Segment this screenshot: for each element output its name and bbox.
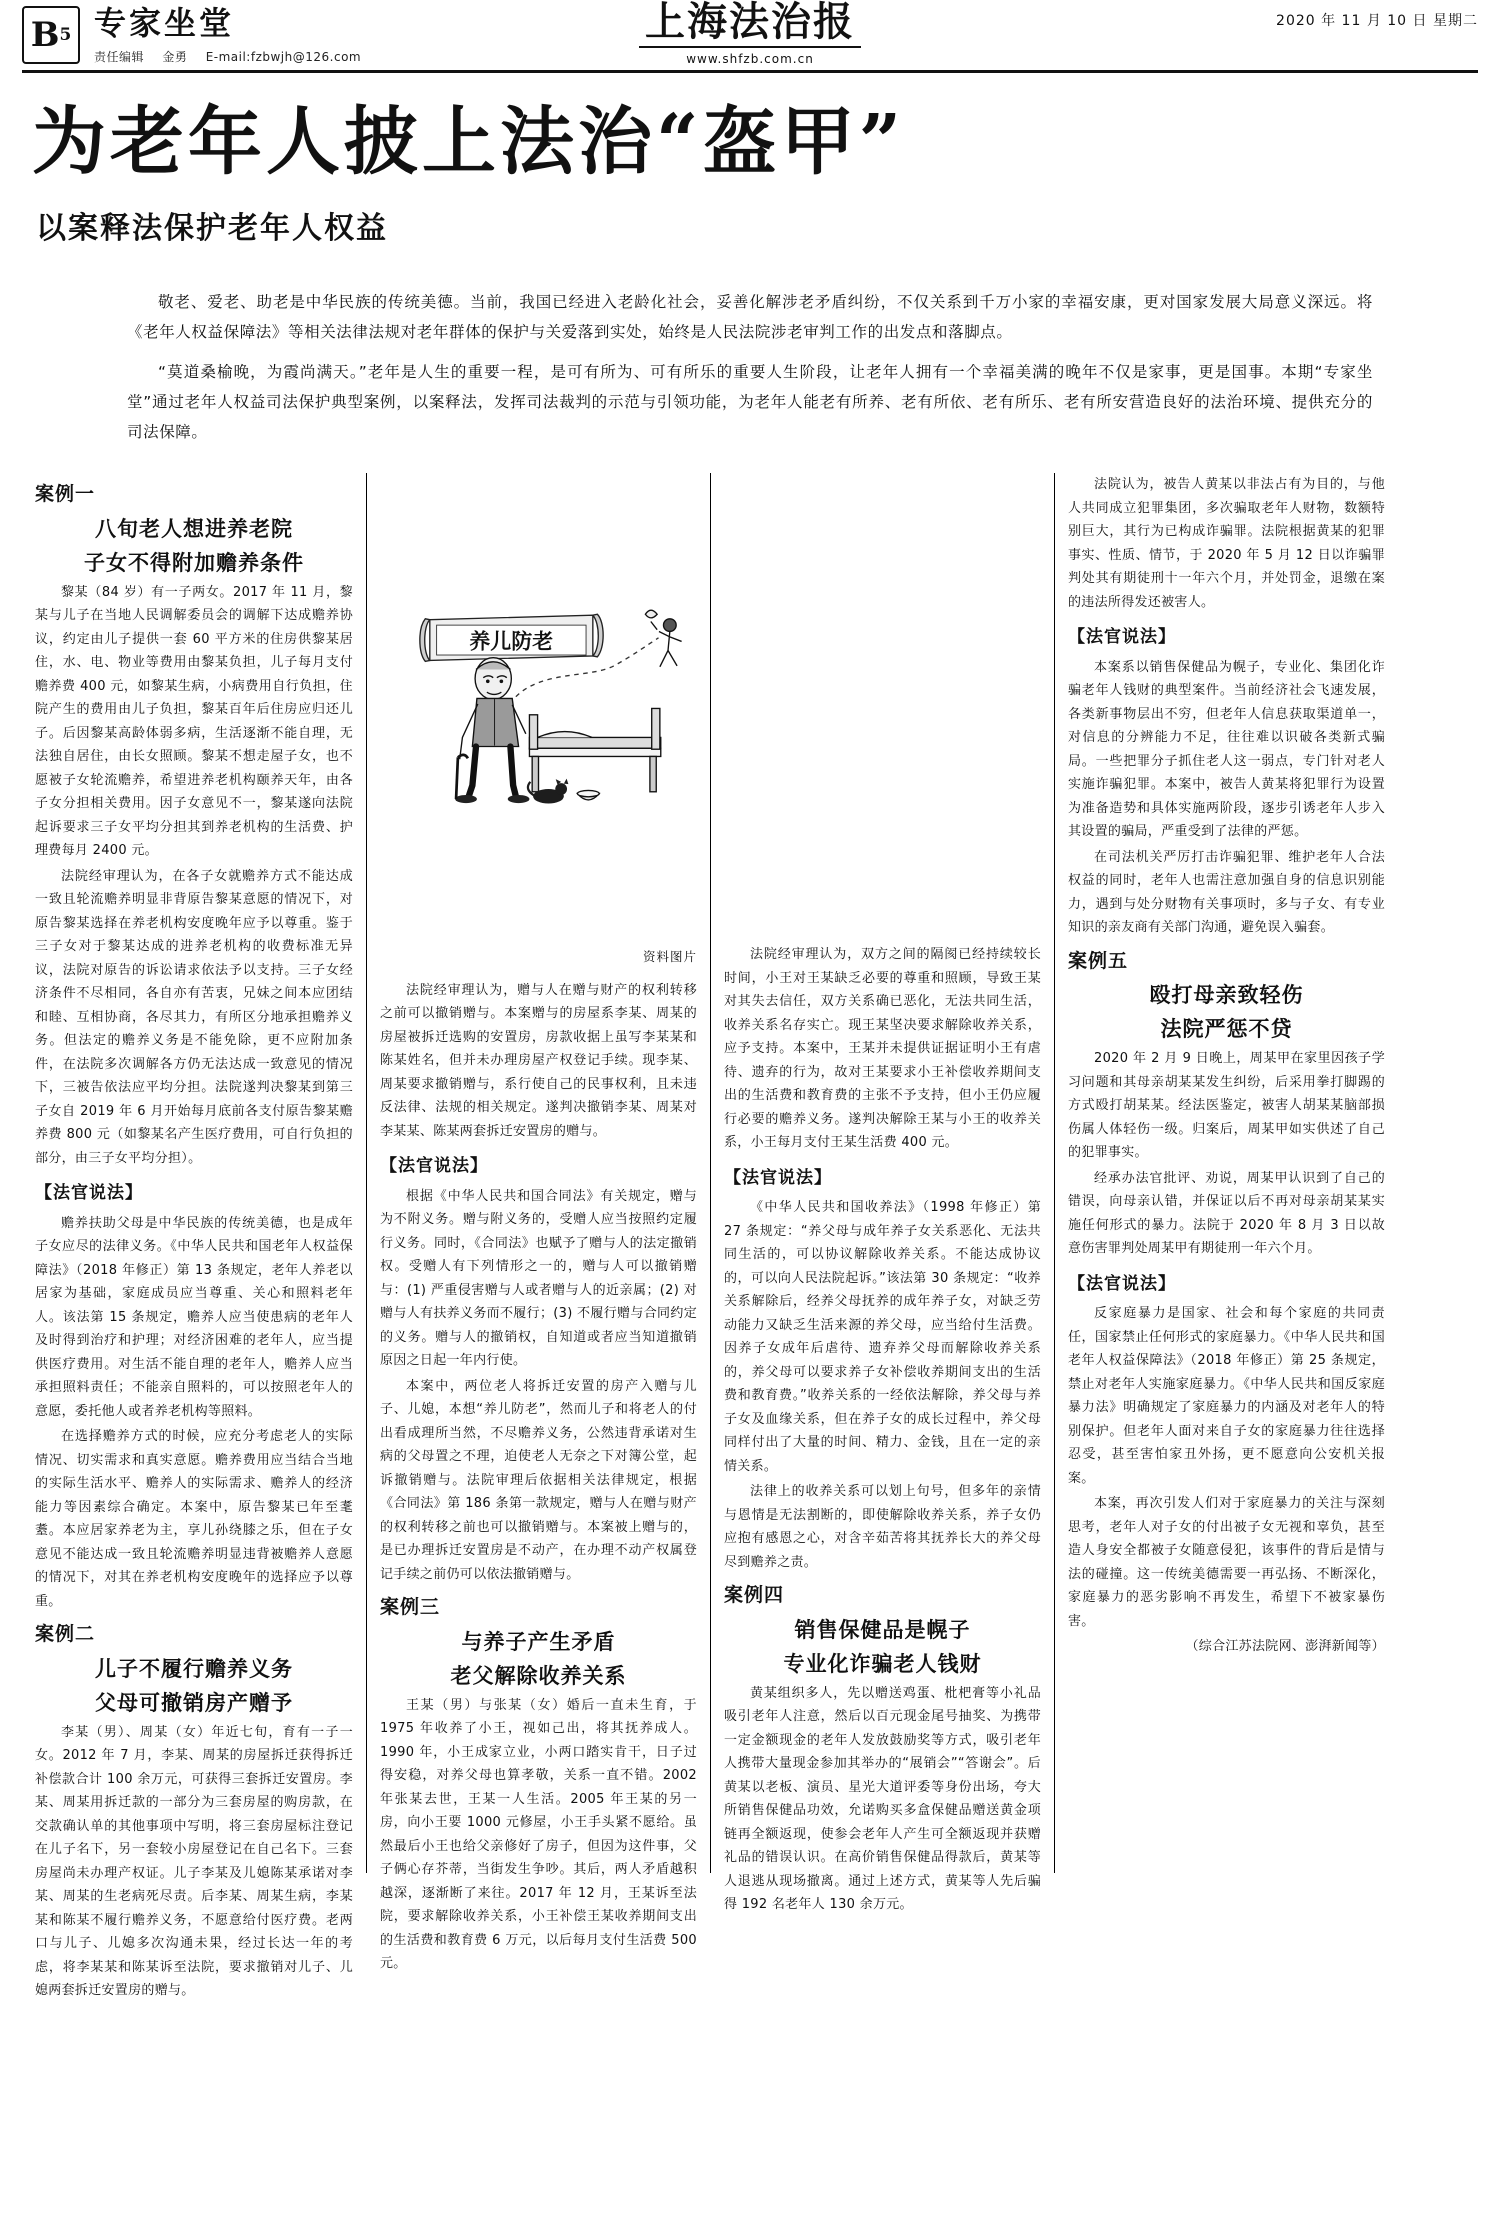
lead-paragraphs xyxy=(127,287,1373,447)
masthead xyxy=(22,0,1478,73)
banner-text: 养儿防老 xyxy=(469,628,554,654)
judge-comment-title: 【法官说法】 xyxy=(1068,627,1176,647)
judge-comment-title: 【法官说法】 xyxy=(724,1167,832,1188)
case-title: 八旬老人想进养老院 xyxy=(95,515,293,541)
page-subtitle: 以案释法保护老年人权益 xyxy=(36,211,388,246)
illustration-caption: 资料图片 xyxy=(642,949,697,964)
case-paragraph: 黎某（84 岁）有一子两女。2017 年 11 月，黎某与儿子在当地人民调解委员会的调解下达成赡养协议，约定由儿子提供一套 60 平方米的住房供黎某居住，水、电、物业等费用由黎某负担，儿子每月支付赡养费 400 元，如黎某生病，小病费用自行负担，住院产生的费用由儿子负担，黎某百年后住房应归还儿子。后因黎某高龄体弱多病，生活逐渐不能自理，无法独自居住，由长女照顾。黎某不想走屋子女，也不愿被子女轮流赡养，希望进养老机构颐养天年，由各子女分担相关费用。因子女意见不一，黎某遂向法院起诉要求三子女平均分担其到养老机构的生活费、护理费每月 2400 元。 xyxy=(35,584,353,858)
case-paragraph: 法院认为，被告人黄某以非法占有为目的，与他人共同成立犯罪集团，多次骗取老年人财物，数额特别巨大，其行为已构成诈骗罪。法院根据黄某的犯罪事实、性质、情节，于 2020 年 5 月 12 日以诈骗罪判处其有期徒刑十一年六个月，并处罚金，退缴在案的违法所得发还被害人。 xyxy=(1068,477,1385,610)
lead-paragraph: “莫道桑榆晚，为霞尚满天。”老年是人生的重要一程，是可有所为、可有所乐的重要人生阶段，让老年人拥有一个幸福美满的晚年不仅是家事，更是国事。本期“专家坐堂”通过老年人权益司法保护典型案例，以案释法，发挥司法裁判的示范与引领功能，为老年人能老有所养、老有所依、老有所乐、老有所安营造良好的法治环境、提供充分的司法保障。 xyxy=(127,363,1373,441)
footer-credit: （综合江苏法院网、澎湃新闻等） xyxy=(1185,1639,1385,1654)
case-title: 殴打母亲致轻伤 xyxy=(1149,982,1304,1007)
column-3 xyxy=(710,473,1054,1912)
judge-comment-paragraph: 在司法机关严厉打击诈骗犯罪、维护老年人合法权益的同时，老年人也需注意加强自身的信息识别能力，遇到与处分财物有关事项时，多与子女、有专业知识的亲友商有关部门沟通，避免误入骗套。 xyxy=(1068,849,1385,935)
case-paragraph: 黄某组织多人，先以赠送鸡蛋、枇杷膏等小礼品吸引老年人注意，然后以百元现金尾号抽奖、为携带一定金额现金的老年人发放鼓励奖等方式，吸引老年人携带大量现金参加其举办的“展销会”“答谢会”。后黄某以老板、演员、星光大道评委等身份出场，夸大所销售保健品功效，允诺购买多盒保健品赠送黄金项链再全额返现，使参会老年人产生可全额返现并获赠礼品的错误认识。在高价销售保健品得款后，黄某等人退逃从现场撤离。通过上述方式，黄某等人先后骗得 192 名老年人 130 余万元。 xyxy=(724,1685,1041,1912)
judge-comment-title: 【法官说法】 xyxy=(380,1156,488,1176)
case-paragraph: 李某（男）、周某（女）年近七旬，育有一子一女。2012 年 7 月，李某、周某的房屋拆迁获得拆迁补偿款合计 100 余万元，可获得三套拆迁安置房。李某、周某用拆迁款的一部分为三套房屋的购房款，在交款确认单的其他事项中写明，将三套房屋标注登记在儿子名下，另一套较小房屋登记在自己名下。三套房屋尚未办理产权证。儿子李某及儿媳陈某承诺对李某、周某的生老病死尽责。后李某、周某生病，李某某和陈某不履行赡养义务，不愿意给付医疗费。老两口与儿子、儿媳多次沟通未果，经过长达一年的考虑，将李某某和陈某诉至法院，要求撤销对儿子、儿媳两套拆迁安置房的赠与。 xyxy=(35,1724,353,1998)
paper-nameplate xyxy=(639,0,861,66)
paper-name: 上海法治报 xyxy=(639,0,861,48)
case-title: 销售保健品是幌子 xyxy=(794,1616,971,1642)
illustration-svg xyxy=(380,473,697,943)
judge-comment-paragraph: 根据《中华人民共和国合同法》有关规定，赠与为不附义务。赠与附义务的，受赠人应当按照约定履行义务。同时，《合同法》也赋予了赠与人的法定撤销权。受赠人有下列情形之一的，赠与人可以撤销赠与：(1) 严重侵害赠与人或者赠与人的近亲属；(2) 对赠与人有扶养义务而不履行；(3) 不履行赠与合同约定的义务。赠与人的撤销权，自知道或者应当知道撤销原因之日起一年内行使。 xyxy=(380,1188,697,1368)
case-title: 子女不得附加赡养条件 xyxy=(84,549,304,575)
body-columns xyxy=(22,473,1478,1998)
editor-label: 责任编辑 xyxy=(94,50,145,64)
editor-email: E-mail:fzbwjh@126.com xyxy=(205,50,362,64)
editor-name: 金勇 xyxy=(162,50,188,64)
case-label: 案例四 xyxy=(724,1584,785,1606)
section-title-wrap xyxy=(94,6,375,65)
judge-comment-paragraph: 法律上的收养关系可以划上句号，但多年的亲情与恩情是无法割断的，即使解除收养关系，养子女仍应抱有感恩之心，对含辛茹苦将其抚养长大的养父母尽到赡养之责。 xyxy=(724,1484,1041,1570)
column-2 xyxy=(366,473,710,1971)
column-1 xyxy=(22,473,366,1998)
case-paragraph: 法院经审理认为，双方之间的隔阂已经持续较长时间，小王对王某缺乏必要的尊重和照顾，导致王某对其失去信任，双方关系确已恶化，无法共同生活，收养关系名存实亡。现王某坚决要求解除收养关系，应予支持。本案中，王某并未提供证据证明小王有虐待、遗弃的行为，故对王某要求小王补偿收养期间支出的生活费和教育费的主张不予支持，但小王仍应履行必要的赡养义务。遂判决解除王某与小王的收养关系，小王每月支付王某生活费 400 元。 xyxy=(724,947,1041,1150)
judge-comment-paragraph: 本案系以销售保健品为幌子，专业化、集团化诈骗老年人钱财的典型案件。当前经济社会飞速发展，各类新事物层出不穷，但老年人信息获取渠道单一，对信息的分辨能力不足，往往难以识破各类新式骗局。一些把罪分子抓住老人这一弱点，专门针对老人实施诈骗犯罪。本案中，被告人黄某将犯罪行为设置为准备造势和具体实施两阶段，逐步引诱老年人步入其设置的骗局，严重受到了法律的严惩。 xyxy=(1068,659,1385,839)
section-meta xyxy=(94,48,375,65)
illustration-holder xyxy=(380,473,697,969)
judge-comment-paragraph: 《中华人民共和国收养法》（1998 年修正）第 27 条规定：“养父母与成年养子女关系恶化、无法共同生活的，可以协议解除收养关系。不能达成协议的，可以向人民法院起诉。”该法第 30 条规定：“收养关系解除后，经养父母抚养的成年养子女，对缺乏劳动能力又缺乏生活来源的养父母，应当给付生活费。因养子女成年后虐待、遗弃养父母而解除收养关系的，养父母可以要求养子女补偿收养期间支出的生活费和教育费。”收养关系的一经依法解除，养父母与养子女及血缘关系，但在养子女的成长过程中，养父母同样付出了大量的时间、精力、金钱，且在一定的亲情关系。 xyxy=(724,1200,1041,1474)
page-title: 为老年人披上法治“盔甲” xyxy=(32,99,906,185)
lead-paragraph: 敬老、爱老、助老是中华民族的传统美德。当前，我国已经进入老龄化社会，妥善化解涉老矛盾纠纷，不仅关系到千万小家的幸福安康，更对国家发展大局意义深远。将《老年人权益保障法》等相关法律法规对老年群体的保护与关爱落到实处，始终是人民法院涉老审判工作的出发点和落脚点。 xyxy=(127,293,1373,341)
illustration xyxy=(380,473,697,943)
case-title: 专业化诈骗老人钱财 xyxy=(783,1650,982,1676)
column-4 xyxy=(1054,473,1398,1873)
issue-date: 2020 年 11 月 10 日 星期二 xyxy=(1276,13,1478,29)
case-paragraph: 法院经审理认为，赠与人在赠与财产的权利转移之前可以撤销赠与。本案赠与的房屋系李某、周某的房屋被拆迁选购的安置房，房款收据上虽写李某某和陈某姓名，但并未办理房屋产权登记手续。现李某、周某要求撤销赠与，系行使自己的民事权利，且未违反法律、法规的相关规定。遂判决撤销李某、周某对李某某、陈某两套拆迁安置房的赠与。 xyxy=(380,982,697,1139)
case-title: 父母可撤销房产赠予 xyxy=(95,1689,293,1715)
case-paragraph: 经承办法官批评、劝说，周某甲认识到了自己的错误，向母亲认错，并保证以后不再对母亲胡某某实施任何形式的暴力。法院于 2020 年 8 月 3 日以故意伤害罪判处周某甲有期徒刑一年六个月。 xyxy=(1068,1170,1385,1256)
case-label: 案例一 xyxy=(35,483,96,505)
case-paragraph: 2020 年 2 月 9 日晚上，周某甲在家里因孩子学习问题和其母亲胡某某发生纠纷，后采用拳打脚踢的方式殴打胡某某。经法医鉴定，被害人胡某某脑部损伤属人体轻伤一级。归案后，周某甲如实供述了自己的犯罪事实。 xyxy=(1068,1051,1385,1160)
headline-zone xyxy=(22,73,1478,253)
case-title: 老父解除收养关系 xyxy=(450,1662,627,1688)
case-label: 案例二 xyxy=(35,1623,96,1645)
case-title: 法院严惩不贷 xyxy=(1160,1016,1293,1041)
judge-comment-title: 【法官说法】 xyxy=(35,1183,143,1203)
case-paragraph: 法院经审理认为，在各子女就赡养方式不能达成一致且轮流赡养明显非背原告黎某意愿的情况下，对原告黎某选择在养老机构安度晚年应予以尊重。鉴于三子女对于黎某达成的进养老机构的收费标准无异议，法院对原告的诉讼请求依法予以支持。三子女经济条件不尽相同，各自亦有苦衷，兄妹之间本应团结和睦、互相协商，各尽其力，有所区分地承担赡养义务。但法定的赡养义务是不能免除，更不应附加条件，在法院多次调解各方仍无法达成一致意见的情况下，三被告依法应平均分担。法院遂判决黎某到第三子女自 2019 年 6 月开始每月底前各支付原告黎某赡养费 800 元（如黎某名产生医疗费用，可自行负担的部分，由三子女平均分担）。 xyxy=(35,868,353,1166)
judge-comment-paragraph: 赡养扶助父母是中华民族的传统美德，也是成年子女应尽的法律义务。《中华人民共和国老年人权益保障法》（2018 年修正）第 13 条规定，老年人养老以居家为基础，家庭成员应当尊重、关心和照料老年人。该法第 15 条规定，赡养人应当使患病的老年人及时得到治疗和护理；对经济困难的老年人，应当提供医疗费用。对生活不能自理的老年人，赡养人应当承担照料责任；不能亲自照料的，可以按照老年人的意愿，委托他人或者养老机构等照料。 xyxy=(35,1215,353,1419)
case-label: 案例三 xyxy=(380,1596,441,1618)
judge-comment-title: 【法官说法】 xyxy=(1068,1273,1176,1294)
judge-comment-paragraph: 在选择赡养方式的时候，应充分考虑老人的实际情况、切实需求和真实意愿。赡养费用应当结合当地的实际生活水平、赡养人的实际需求、赡养人的经济能力等因素综合确定。本案中，原告黎某已年至耄耋。本应居家养老为主，享儿孙绕膝之乐，但在子女意见不能达成一致且轮流赡养明显违背被赡养人意愿的情况下，对其在养老机构安度晚年的选择应予以尊重。 xyxy=(35,1429,353,1609)
section-letter: B xyxy=(30,15,60,55)
section-title: 专家坐堂 xyxy=(94,4,235,42)
case-paragraph: 王某（男）与张某（女）婚后一直未生育，于 1975 年收养了小王，视如己出，将其抚养成人。1990 年，小王成家立业，小两口踏实肯干，日子过得安稳，对养父母也算孝敬，关系一直不错。2002 年张某去世，王某一人生活。2005 年王某的另一房，向小王要 1000 元修屋，小王手头紧不愿给。虽然最后小王也给父亲修好了房子，但因为这件事，父子俩心存芥蒂，当街发生争吵。其后，两人矛盾越积越深，逐渐断了来往。2017 年 12 月，王某诉至法院，要求解除收养关系，小王补偿王某收养期间支出的生活费和教育费 6 万元，以后每月支付生活费 500 元。 xyxy=(380,1697,697,1971)
case-title: 与养子产生矛盾 xyxy=(461,1628,616,1654)
section-badge xyxy=(22,6,80,64)
judge-comment-paragraph: 反家庭暴力是国家、社会和每个家庭的共同责任，国家禁止任何形式的家庭暴力。《中华人民共和国老年人权益保障法》（2018 年修正）第 25 条规定，禁止对老年人实施家庭暴力。《中华人民共和国反家庭暴力法》明确规定了家庭暴力的内涵及对老年人的特别保护。但老年人面对来自子女的家庭暴力往往选择忍受，甚至害怕家丑外扬，更不愿意向公安机关报案。 xyxy=(1068,1306,1385,1486)
judge-comment-paragraph: 本案中，两位老人将拆迁安置的房产入赠与儿子、儿媳，本想“养儿防老”，然而儿子和将老人的付出看成理所当然，不尽赡养义务，公然违背承诺对生病的父母置之不理，迫使老人无奈之下对簿公堂，起诉撤销赠与。法院审理后依据相关法律规定，根据《合同法》第 186 条第一款规定，赠与人在赠与财产的权利转移之前也可以撤销赠与。本案被上赠与的，是已办理拆迁安置房是不动产，在办理不动产权属登记手续之前仍可以依法撤销赠与。 xyxy=(380,1378,697,1582)
section-number: 5 xyxy=(59,25,72,45)
judge-comment-paragraph: 本案，再次引发人们对于家庭暴力的关注与深刻思考，老年人对子女的付出被子女无视和辜负，甚至造人身安全都被子女随意侵犯，该事件的背后是情与法的碰撞。这一传统美德需要一再弘扬、不断深化，家庭暴力的恶劣影响不再发生，希望下不被家暴伤害。 xyxy=(1068,1496,1385,1629)
case-label: 案例五 xyxy=(1068,949,1129,972)
case-title: 儿子不履行赡养义务 xyxy=(95,1655,293,1681)
banner-scroll xyxy=(420,614,603,661)
paper-url[interactable]: www.shfzb.com.cn xyxy=(686,52,814,66)
